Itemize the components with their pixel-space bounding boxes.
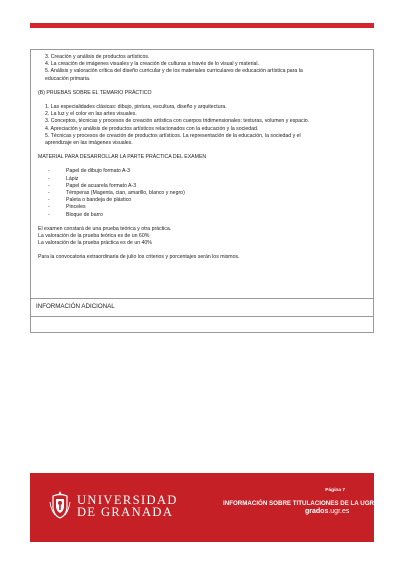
material-list: [38, 168, 366, 218]
dash-marker: -: [48, 204, 50, 211]
material-label: Pinceles: [66, 204, 86, 211]
info-title: INFORMACIÓN ADICIONAL: [36, 303, 115, 310]
page-number: Página 7: [325, 488, 345, 493]
material-label: Témperas (Magenta, cian, amarillo, blanco y negro): [66, 190, 185, 197]
dash-marker: -: [48, 182, 50, 189]
material-heading: MATERIAL PARA DESARROLLAR LA PARTE PRÁCTICA DEL EXAMEN: [38, 154, 207, 161]
info-section-header: [30, 299, 374, 317]
info-section-body: [30, 317, 374, 333]
grados-bold: grados: [305, 508, 329, 515]
material-item: [38, 168, 366, 175]
top-red-bar: [30, 23, 374, 28]
grados-domain: .ugr.es: [328, 508, 350, 515]
material-label: Papel de acuarela formato A-3: [66, 182, 137, 189]
grados-link[interactable]: [305, 508, 349, 515]
topic-line: 4. Apreciación y análisis de productos artísticos relacionados con la educación y la sociedad.: [45, 125, 259, 132]
footer-banner: [30, 473, 374, 542]
university-name-line1: UNIVERSIDAD: [77, 493, 178, 507]
material-item: [38, 197, 366, 204]
topic-list-b: [38, 104, 366, 147]
topic-line: 3. Conceptos, técnicas y procesos de creación artística con cuerpos tridimensionales: texturas, volumen y espacio.: [45, 118, 310, 125]
material-item: [38, 183, 366, 190]
material-item: [38, 190, 366, 197]
material-label: Lápiz: [66, 175, 79, 182]
dash-marker: -: [48, 168, 50, 175]
material-label: Paleta o bandeja de plástico: [66, 197, 132, 204]
dash-marker: -: [48, 197, 50, 204]
dash-marker: -: [48, 175, 50, 182]
topic-line: 2. La luz y el color en las artes visuales.: [45, 111, 137, 118]
material-label: Papel de dibujo formato A-3: [66, 168, 131, 175]
material-label: Bloque de barro: [66, 211, 103, 218]
topic-line: 5. Técnicas y procesos de creación de productos artísticos. La representación de la educación, la sociedad y el: [45, 132, 301, 139]
topic-line: aprendizaje en las imágenes visuales.: [45, 140, 133, 147]
topic-line: 4. La creación de imágenes visuales y la creación de culturas a través de lo visual y material.: [45, 61, 259, 68]
topic-line: educación primaria.: [45, 75, 91, 82]
material-item: [38, 212, 366, 219]
topic-line: 1. Las especialidades clásicas: dibujo, pintura, escultura, diseño y arquitectura.: [45, 104, 227, 111]
topic-line: 5. Análisis y valoración crítica del diseño curricular y de los materiales curriculares de educación artística para la: [45, 68, 303, 75]
university-name-line2: DE GRANADA: [77, 505, 174, 519]
dash-marker: -: [48, 211, 50, 218]
material-item: [38, 204, 366, 211]
material-item: [38, 176, 366, 183]
university-seal-icon: [49, 490, 71, 519]
section-heading-b: (B) PRUEBAS SOBRE EL TEMARIO PRÁCTICO: [38, 89, 152, 96]
topic-line: 3. Creación y análisis de productos artísticos.: [45, 54, 150, 60]
exam-line: La valoración de la prueba teórica es de un 60%: [38, 233, 150, 240]
exam-content-box: [30, 49, 374, 299]
extraordinary-note: Para la convocatoria extraordinaria de julio los criterios y porcentajes serán los mismos.: [38, 254, 240, 261]
dash-marker: -: [48, 190, 50, 197]
exam-line: La valoración de la prueba práctica es de un 40%: [38, 240, 152, 247]
topic-list-a: [38, 54, 366, 83]
exam-line: El examen constará de una prueba teórica y otra práctica.: [38, 225, 172, 232]
footer-info-title: INFORMACIÓN SOBRE TITULACIONES DE LA UGR: [223, 500, 375, 507]
